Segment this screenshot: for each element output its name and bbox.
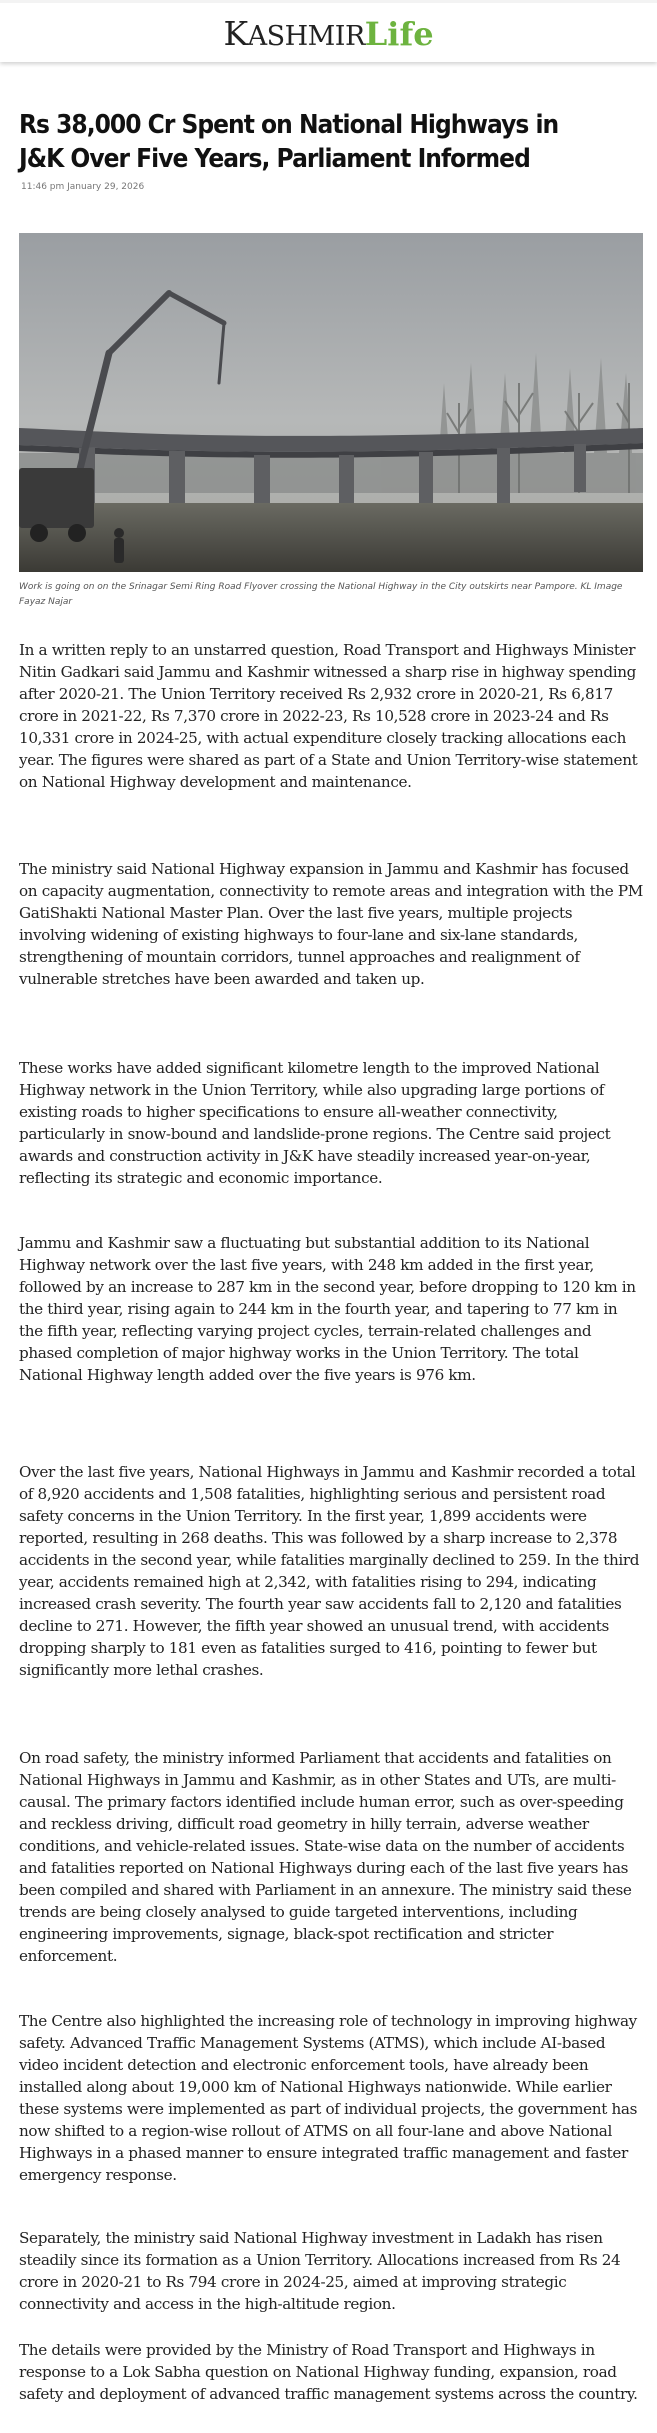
logo-kashmir-text: KASHMIR bbox=[223, 14, 365, 53]
article-title: Rs 38,000 Cr Spent on National Highways in J&K Over Five Years, Parliament Informed bbox=[19, 110, 559, 174]
article-paragraph: The ministry said National Highway expansion in Jammu and Kashmir has focused on capacity augmentation, connectivity to remote areas and integration with the PM GatiShakti National Master Plan. Over the last five years, multiple projects involving widening of existing highways to four-lane and six-lane standards, strengthening of mountain corridors, tunnel approaches and realignment of vulnerable stretches have been awarded and taken up. bbox=[19, 860, 643, 988]
image-caption: Work is going on on the Srinagar Semi Ring Road Flyover crossing the National Highway in the City outskirts near Pampore. KL Image Fayaz Najar bbox=[19, 582, 623, 607]
photo-person bbox=[114, 528, 124, 563]
article-paragraph: In a written reply to an unstarred question, Road Transport and Highways Minister Nitin Gadkari said Jammu and Kashmir witnessed a sharp rise in highway spending after 2020-21. The Union Territory received Rs 2,932 crore in 2020-21, Rs 6,817 crore in 2021-22, Rs 7,370 crore in 2022-23, Rs 10,528 crore in 2023-24 and Rs 10,331 crore in 2024-25, with actual expenditure closely tracking allocations each year. The figures were shared as part of a State and Union Territory-wise statement on National Highway development and maintenance. bbox=[19, 641, 638, 791]
header-top-border bbox=[0, 0, 657, 3]
article-paragraph: Separately, the ministry said National Highway investment in Ladakh has risen steadily since its formation as a Union Territory. Allocations increased from Rs 24 crore in 2020-21 to Rs 794 crore in 2024-25, aimed at improving strategic connectivity and access in the high-altitude region. bbox=[19, 2229, 621, 2313]
article-paragraph: The Centre also highlighted the increasing role of technology in improving highway safety. Advanced Traffic Management Systems (ATMS), which include AI-based video incident detection and electronic enforcement tools, have already been installed along about 19,000 km of National Highways nationwide. While earlier these systems were implemented as part of individual projects, the government has now shifted to a region-wise rollout of ATMS on all four-lane and above National Highways in a phased manner to ensure integrated traffic management and faster emergency response. bbox=[19, 2012, 638, 2184]
article-paragraph: These works have added significant kilometre length to the improved National Highway network in the Union Territory, while also upgrading large portions of existing roads to higher specifications to ensure all-weather connectivity, particularly in snow-bound and landslide-prone regions. The Centre said project awards and construction activity in J&K have steadily increased year-on-year, reflecting its strategic and economic importance. bbox=[19, 1059, 611, 1187]
photo-ground bbox=[19, 503, 643, 572]
site-logo[interactable] bbox=[0, 14, 657, 53]
article-paragraph: Over the last five years, National Highways in Jammu and Kashmir recorded a total of 8,920 accidents and 1,508 fatalities, highlighting serious and persistent road safety concerns in the Union Territory. In the first year, 1,899 accidents were reported, resulting in 268 deaths. This was followed by a sharp increase to 2,378 accidents in the second year, while fatalities marginally declined to 259. In the third year, accidents remained high at 2,342, with fatalities rising to 294, indicating increased crash severity. The fourth year saw accidents fall to 2,120 and fatalities decline to 271. However, the fifth year showed an unusual trend, with accidents dropping sharply to 181 even as fatalities surged to 416, pointing to fewer but significantly more lethal crashes. bbox=[19, 1463, 640, 1679]
article-paragraph: The details were provided by the Ministry of Road Transport and Highways in response to a Lok Sabha question on National Highway funding, expansion, road safety and deployment of advanced traffic management systems across the country. bbox=[19, 2341, 638, 2403]
article-date: 11:46 pm January 29, 2026 bbox=[21, 182, 145, 192]
article-paragraph: Jammu and Kashmir saw a fluctuating but substantial addition to its National Highway network over the last five years, with 248 km added in the first year, followed by an increase to 287 km in the second year, before dropping to 120 km in the third year, rising again to 244 km in the fourth year, and tapering to 77 km in the fifth year, reflecting varying project cycles, terrain-related challenges and phased completion of major highway works in the Union Territory. The total National Highway length added over the five years is 976 km. bbox=[19, 1234, 636, 1384]
article-paragraph: On road safety, the ministry informed Parliament that accidents and fatalities on National Highways in Jammu and Kashmir, as in other States and UTs, are multi-causal. The primary factors identified include human error, such as over-speeding and reckless driving, difficult road geometry in hilly terrain, adverse weather conditions, and vehicle-related issues. State-wise data on the number of accidents and fatalities reported on National Highways during each of the last five years has been compiled and shared with Parliament in an annexure. The ministry said these trends are being closely analysed to guide targeted interventions, including engineering improvements, signage, black-spot rectification and stricter enforcement. bbox=[19, 1749, 632, 1965]
logo-life-text: Life bbox=[364, 15, 434, 53]
site-header bbox=[0, 0, 657, 62]
article-image bbox=[19, 233, 643, 572]
